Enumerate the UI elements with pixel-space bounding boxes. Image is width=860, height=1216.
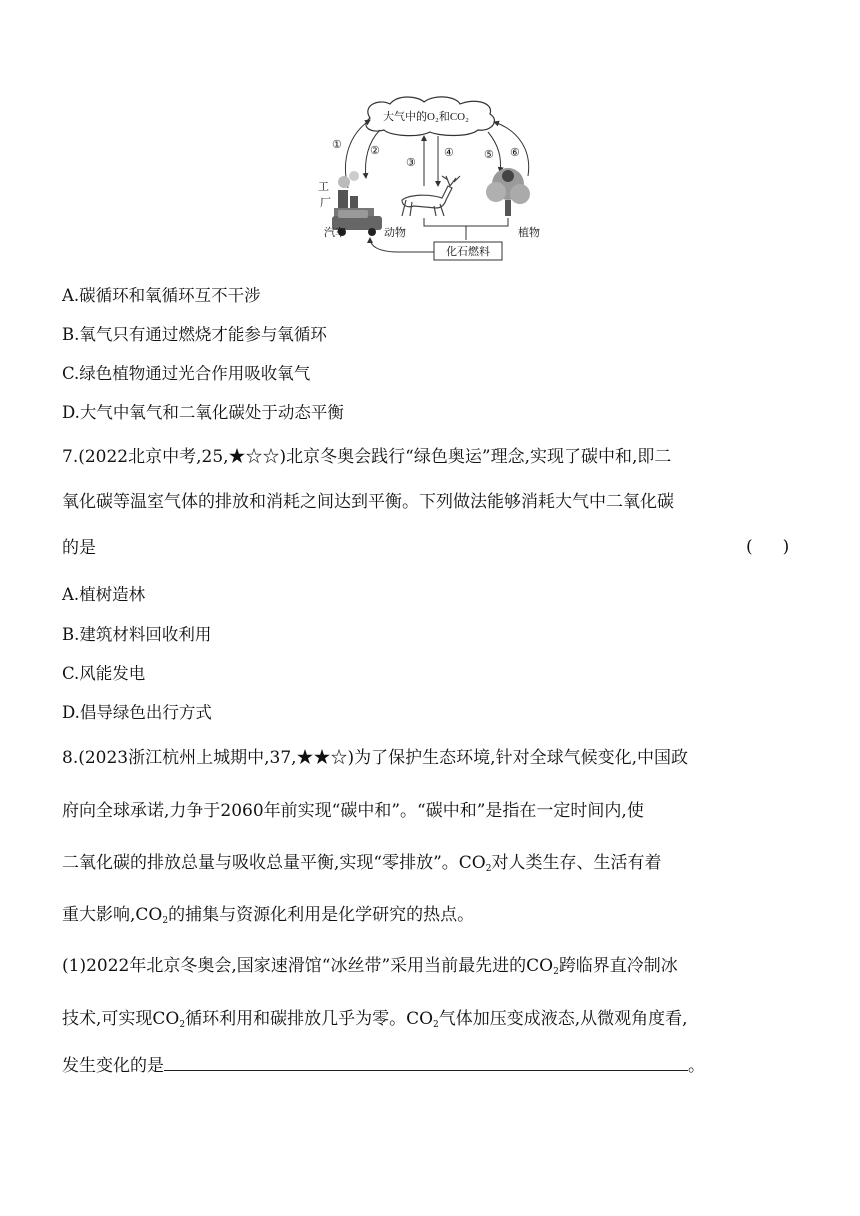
q6-option-a: A.碳循环和氧循环互不干涉	[62, 286, 261, 305]
q7-stem-line1: 7.(2022北京中考,25,★☆☆)北京冬奥会践行“绿色奥运”理念,实现了碳中和,即二	[62, 447, 672, 467]
q7-option-c: C.风能发电	[62, 664, 146, 683]
cloud-label: 大气中的O₂和CO₂	[383, 111, 469, 123]
q6-option-b: B.氧气只有通过燃烧才能参与氧循环	[62, 325, 327, 344]
factory-label-2: 厂	[320, 196, 331, 209]
q8-sub1-line3	[62, 1055, 705, 1077]
marker-1: ①	[332, 138, 342, 151]
factory-label-1: 工	[318, 180, 329, 193]
q8-stem-line2: 府向全球承诺,力争于2060年前实现“碳中和”。“碳中和”是指在一定时间内,使	[62, 801, 644, 821]
tree-icon	[486, 168, 530, 216]
q6-option-d: D.大气中氧气和二氧化碳处于动态平衡	[62, 403, 344, 422]
q8-sub1-line3-b: 。	[688, 1056, 705, 1076]
car-label: 汽车	[324, 226, 346, 239]
marker-4: ④	[444, 146, 454, 159]
plant-label: 植物	[518, 226, 540, 239]
q8-stem-line3	[62, 852, 661, 880]
q7-stem-line3: 的是	[62, 538, 96, 558]
q8-line4-text-b: 的捕集与资源化利用是化学研究的热点。	[168, 905, 475, 925]
q8-sub1-line2-sub1: 2	[179, 1020, 186, 1030]
q8-sub1-line2	[62, 1008, 688, 1036]
q8-line4-text-a: 重大影响,CO	[62, 905, 163, 925]
deer-icon	[402, 176, 460, 216]
q8-line3-text-b: 对人类生存、生活有着	[491, 853, 662, 873]
animal-label: 动物	[384, 226, 406, 239]
marker-5: ⑤	[484, 148, 494, 161]
marker-6: ⑥	[510, 146, 520, 159]
marker-3: ③	[406, 156, 416, 169]
q7-answer-paren[interactable]: ()	[746, 537, 820, 557]
q8-stem-line4	[62, 904, 474, 932]
marker-2: ②	[370, 144, 380, 157]
fuel-to-car-arrow	[370, 238, 434, 252]
answer-blank[interactable]	[164, 1056, 688, 1071]
q8-sub1-line1-b: 跨临界直冷制冰	[558, 956, 678, 976]
q8-sub1-line2-sub2: 2	[433, 1020, 439, 1030]
q7-option-b: B.建筑材料回收利用	[62, 625, 212, 644]
q8-sub1-line1-a: (1)2022年北京冬奥会,国家速滑馆“冰丝带”采用当前最先进的CO	[62, 956, 554, 976]
q8-sub1-line1-sub: 2	[553, 967, 559, 977]
q6-option-c: C.绿色植物通过光合作用吸收氧气	[62, 364, 311, 383]
q8-sub1-line1	[62, 955, 678, 983]
q8-line4-sub: 2	[162, 916, 169, 926]
fuel-connector	[424, 218, 508, 240]
q8-stem-line1: 8.(2023浙江杭州上城期中,37,★★☆)为了保护生态环境,针对全球气候变化,中国政	[62, 748, 688, 768]
carbon-oxygen-cycle-diagram	[318, 96, 554, 268]
q7-option-a: A.植树造林	[62, 585, 146, 604]
q8-line3-text-a: 二氧化碳的排放总量与吸收总量平衡,实现“零排放”。CO	[62, 853, 486, 873]
q8-sub1-line2-b: 循环利用和碳排放几乎为零。CO	[185, 1009, 434, 1029]
q7-option-d: D.倡导绿色出行方式	[62, 703, 212, 722]
q8-sub1-line2-c: 气体加压变成液态,从微观角度看,	[438, 1009, 688, 1029]
q8-sub1-line3-a: 发生变化的是	[62, 1056, 164, 1076]
q7-stem-line2: 氧化碳等温室气体的排放和消耗之间达到平衡。下列做法能够消耗大气中二氧化碳	[62, 492, 674, 512]
q8-line3-sub: 2	[485, 864, 492, 874]
q8-sub1-line2-a: 技术,可实现CO	[62, 1009, 180, 1029]
fuel-label: 化石燃料	[446, 245, 490, 258]
